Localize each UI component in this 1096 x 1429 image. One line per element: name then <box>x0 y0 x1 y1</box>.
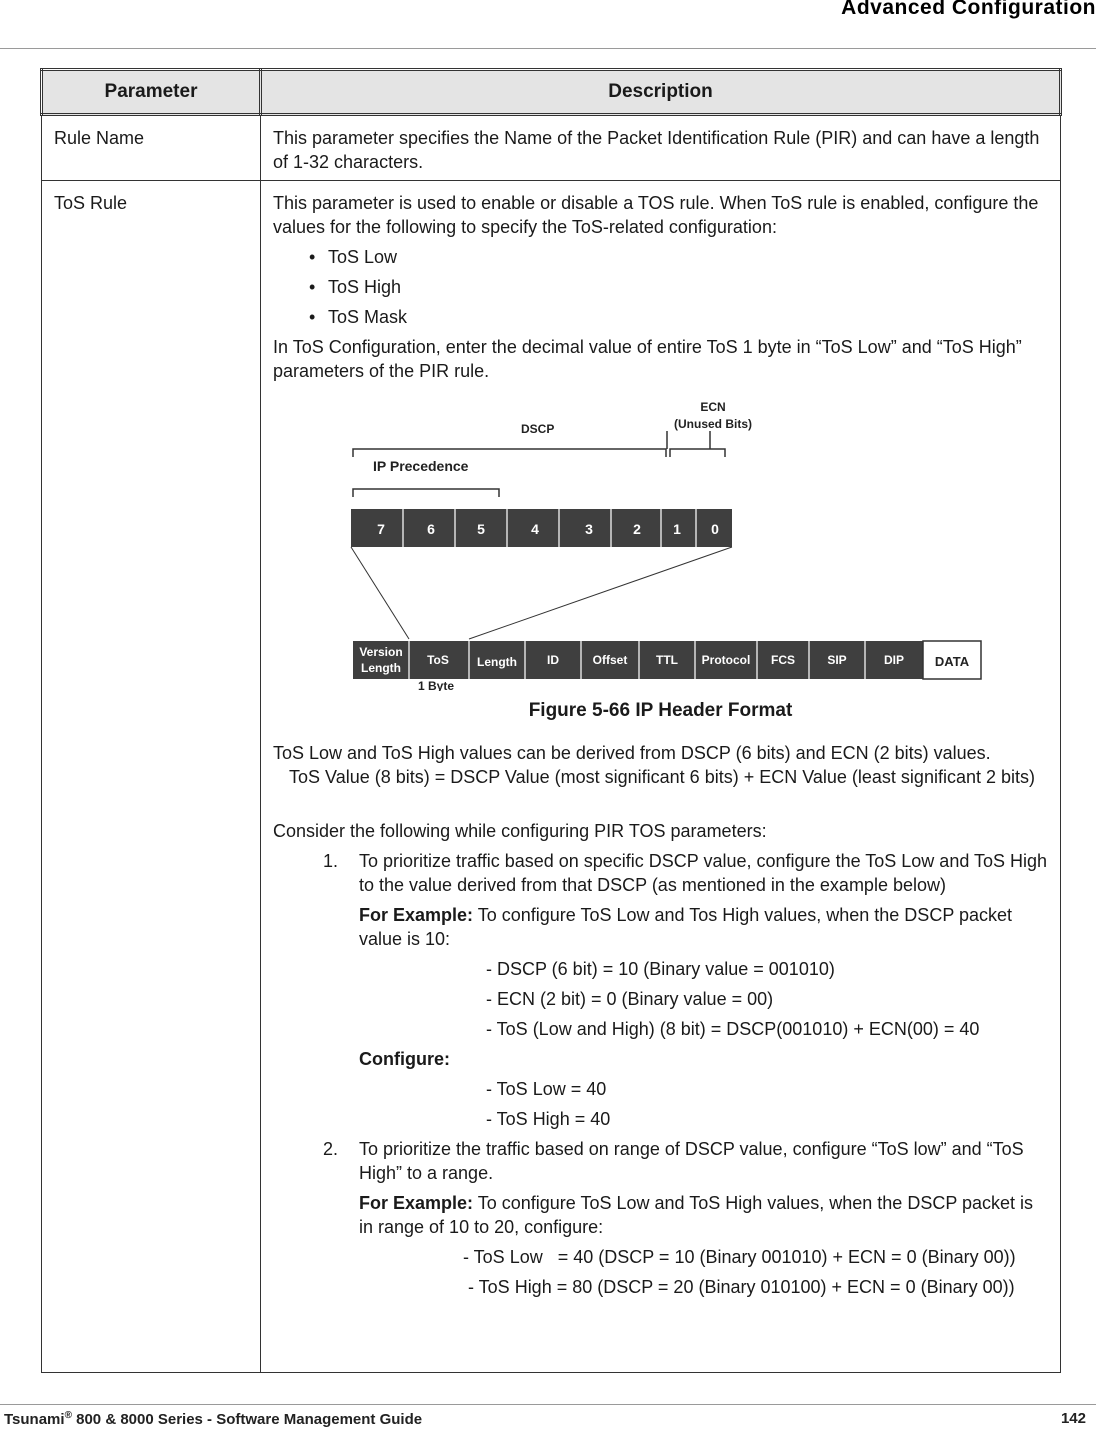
ecn-sublabel: (Unused Bits) <box>674 417 752 431</box>
column-header-parameter: Parameter <box>42 70 261 115</box>
dscp-label: DSCP <box>521 422 555 436</box>
footer-doc-name: 800 & 8000 Series - Software Management Guide <box>71 1411 423 1428</box>
bullet: • <box>309 307 316 327</box>
registered-mark: ® <box>64 1410 72 1421</box>
field-tos: ToS <box>427 653 449 667</box>
bit-7: 7 <box>377 521 385 537</box>
example-label: For Example: <box>359 905 474 925</box>
one-byte-label: 1 Byte <box>417 679 455 691</box>
bullet-text: ToS Mask <box>328 307 408 327</box>
column-header-description: Description <box>261 70 1061 115</box>
example-text: To configure ToS Low and Tos High values, when the DSCP packet value is 10: <box>359 905 1013 949</box>
param-cell: Rule Name <box>42 115 261 181</box>
bullet: • <box>309 247 316 267</box>
example-1 <box>273 903 1048 951</box>
item-number: 2. <box>323 1139 339 1159</box>
bullet: • <box>309 277 316 297</box>
example-line: - DSCP (6 bit) = 10 (Binary value = 001010) <box>486 959 835 979</box>
example-line: - ToS Low = 40 (DSCP = 10 (Binary 001010) + ECN = 0 (Binary 00)) <box>463 1247 1016 1267</box>
bit-1: 1 <box>673 521 681 537</box>
table-header-row <box>42 70 1061 115</box>
consider-intro: Consider the following while configuring PIR TOS parameters: <box>273 821 767 841</box>
tos-config-note: In ToS Configuration, enter the decimal value of entire ToS 1 byte in “ToS Low” and “ToS High” parameters of the PIR rule. <box>273 337 1022 381</box>
bit-0: 0 <box>711 521 719 537</box>
figure-caption: Figure 5-66 IP Header Format <box>528 700 793 721</box>
bit-2: 2 <box>633 521 641 537</box>
config-line: - ToS Low = 40 <box>486 1079 607 1099</box>
field-data: DATA <box>934 654 970 669</box>
table-row <box>42 115 1061 181</box>
field-total-length: Length <box>477 655 517 669</box>
tos-intro: This parameter is used to enable or disable a TOS rule. When ToS rule is enabled, configure the values for the following to specify the ToS-related configuration: <box>273 193 1039 237</box>
field-offset: Offset <box>592 653 628 667</box>
list-item <box>273 305 1048 329</box>
config-line: - ToS High = 40 <box>486 1109 611 1129</box>
bit-4: 4 <box>531 521 539 537</box>
page-number: 142 <box>1060 1410 1086 1427</box>
footer-brand: Tsunami <box>4 1411 65 1428</box>
field-dip: DIP <box>883 653 905 667</box>
ip-header-diagram <box>273 391 1033 691</box>
bullet-text: ToS High <box>328 277 402 297</box>
ip-header-figure <box>273 391 1033 691</box>
field-length: Length <box>361 661 401 675</box>
item-text: To prioritize the traffic based on range of DSCP value, configure “ToS low” and “ToS High” to a range. <box>359 1139 1024 1183</box>
field-sip: SIP <box>827 653 847 667</box>
list-item <box>273 275 1048 299</box>
field-ttl: TTL <box>656 653 678 667</box>
parameter-table <box>40 68 1062 1373</box>
page-header-title: Advanced Configuration <box>841 0 1096 19</box>
configure-label: Configure: <box>359 1049 450 1069</box>
bit-6: 6 <box>427 521 435 537</box>
ecn-label: ECN <box>700 400 726 414</box>
bit-3: 3 <box>585 521 593 537</box>
item-text: To prioritize traffic based on specific DSCP value, configure the ToS Low and ToS High to the value derived from that DSCP (as mentioned in the example below) <box>359 851 1048 895</box>
bit-5: 5 <box>477 521 485 537</box>
desc-cell: This parameter specifies the Name of the Packet Identification Rule (PIR) and can have a length of 1-32 characters. <box>261 115 1061 181</box>
list-item <box>273 245 1048 269</box>
example-text: To configure ToS Low and ToS High values, when the DSCP packet is in range of 10 to 20, configure: <box>359 1193 1034 1237</box>
footer-rule <box>0 1404 1096 1405</box>
ip-precedence-label: IP Precedence <box>373 458 469 474</box>
bullet-text: ToS Low <box>328 247 398 267</box>
example-label: For Example: <box>359 1193 474 1213</box>
header-rule <box>0 48 1096 49</box>
field-protocol: Protocol <box>701 653 751 667</box>
list-item <box>273 1137 1048 1185</box>
list-item <box>273 849 1048 897</box>
field-id: ID <box>547 653 559 667</box>
example-line: - ECN (2 bit) = 0 (Binary value = 00) <box>486 989 774 1009</box>
example-line: - ToS (Low and High) (8 bit) = DSCP(001010) + ECN(00) = 40 <box>486 1019 980 1039</box>
item-number: 1. <box>323 851 339 871</box>
footer-doc-title <box>4 1410 422 1428</box>
field-fcs: FCS <box>771 653 795 667</box>
example-line: - ToS High = 80 (DSCP = 20 (Binary 010100) + ECN = 0 (Binary 00)) <box>463 1277 1015 1297</box>
field-version: Version <box>359 645 403 659</box>
table-row <box>42 181 1061 1373</box>
desc-cell <box>261 181 1061 1373</box>
tos-formula: ToS Value (8 bits) = DSCP Value (most significant 6 bits) + ECN Value (least significant 2 bits) <box>289 767 1035 787</box>
param-cell: ToS Rule <box>42 181 261 1373</box>
tos-derivation: ToS Low and ToS High values can be derived from DSCP (6 bits) and ECN (2 bits) values. <box>273 743 991 763</box>
example-2 <box>273 1191 1048 1239</box>
